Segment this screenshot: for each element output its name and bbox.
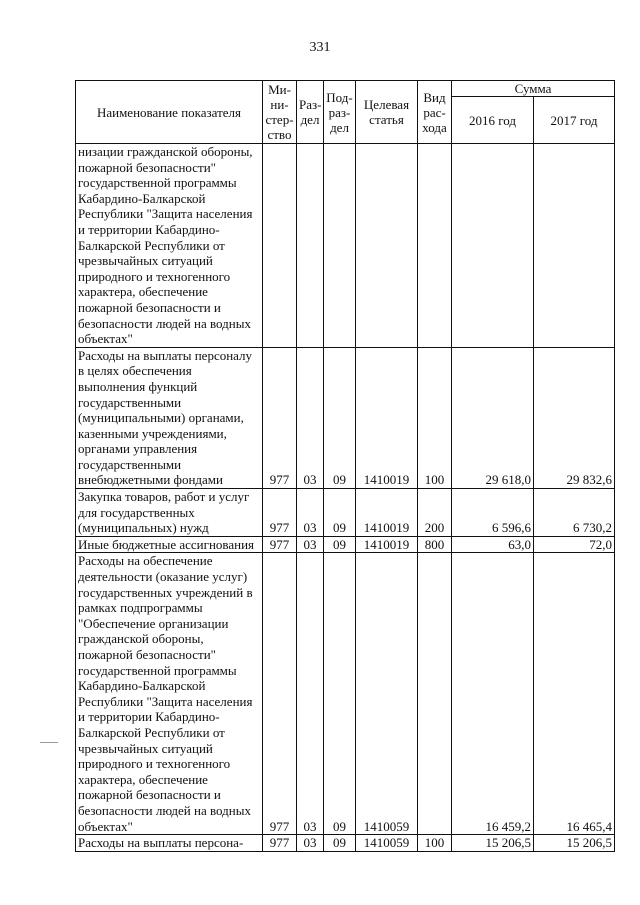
- cell-2017: 29 832,6: [534, 347, 615, 488]
- cell-2016: 16 459,2: [452, 553, 534, 835]
- cell-2017: 16 465,4: [534, 553, 615, 835]
- cell-2016: 63,0: [452, 536, 534, 553]
- cell-ministry: 977: [263, 553, 297, 835]
- budget-table: [75, 80, 615, 852]
- cell-expense-type: 800: [418, 536, 452, 553]
- cell-2017: 15 206,5: [534, 835, 615, 852]
- table-row: [76, 835, 615, 852]
- header-2016: 2016 год: [452, 97, 534, 144]
- header-name: Наименование показателя: [76, 81, 263, 144]
- cell-ministry: 977: [263, 835, 297, 852]
- cell-subsection: 09: [324, 347, 356, 488]
- header-expense-type: Вид рас-хода: [418, 81, 452, 144]
- cell-name: Закупка товаров, работ и услуг для государственных (муниципальных) нужд: [76, 489, 263, 537]
- cell-name: низации гражданской обороны, пожарной безопасности" государственной программы Кабардино-Балкарской Республики "Защита населения и территории Кабардино-Балкарской Республики от чрезвычайных ситуаций природного и техногенного характера, обеспечение пожарной безопасности и безопасности людей на водных объектах": [76, 144, 263, 348]
- header-subsection: Под-раз-дел: [324, 81, 356, 144]
- cell-2016: [452, 144, 534, 348]
- table-body: [76, 144, 615, 852]
- cell-section: [297, 144, 324, 348]
- table-row: [76, 489, 615, 537]
- table-row: [76, 144, 615, 348]
- cell-section: 03: [297, 835, 324, 852]
- cell-2016: 29 618,0: [452, 347, 534, 488]
- header-target: Целевая статья: [356, 81, 418, 144]
- cell-2017: 6 730,2: [534, 489, 615, 537]
- cell-ministry: 977: [263, 347, 297, 488]
- cell-2017: 72,0: [534, 536, 615, 553]
- page-number: 331: [309, 40, 331, 55]
- cell-target: 1410059: [356, 835, 418, 852]
- cell-2016: 15 206,5: [452, 835, 534, 852]
- cell-section: 03: [297, 489, 324, 537]
- table-row: [76, 536, 615, 553]
- cell-name: Расходы на обеспечение деятельности (оказание услуг) государственных учреждений в рамках подпрограммы "Обеспечение организации гражданской обороны, пожарной безопасности" государственной программы Кабардино-Балкарской Республики "Защита населения и территории Кабардино-Балкарской Республики от чрезвычайных ситуаций природного и техногенного характера, обеспечение пожарной безопасности и безопасности людей на водных объектах": [76, 553, 263, 835]
- cell-expense-type: [418, 144, 452, 348]
- header-ministry: Ми-ни-стер-ство: [263, 81, 297, 144]
- cell-target: 1410019: [356, 347, 418, 488]
- cell-subsection: [324, 144, 356, 348]
- margin-tick: [40, 742, 58, 743]
- cell-2016: 6 596,6: [452, 489, 534, 537]
- header-2017: 2017 год: [534, 97, 615, 144]
- cell-section: 03: [297, 347, 324, 488]
- cell-section: 03: [297, 536, 324, 553]
- cell-subsection: 09: [324, 489, 356, 537]
- cell-name: Расходы на выплаты персона-: [76, 835, 263, 852]
- cell-2017: [534, 144, 615, 348]
- cell-ministry: [263, 144, 297, 348]
- cell-ministry: 977: [263, 536, 297, 553]
- cell-target: 1410019: [356, 489, 418, 537]
- header-sum: Сумма: [452, 81, 615, 97]
- cell-expense-type: [418, 553, 452, 835]
- cell-ministry: 977: [263, 489, 297, 537]
- cell-name: Иные бюджетные ассигнования: [76, 536, 263, 553]
- header-section: Раз-дел: [297, 81, 324, 144]
- cell-expense-type: 100: [418, 835, 452, 852]
- cell-name: Расходы на выплаты персоналу в целях обеспечения выполнения функций государственными (муниципальными) органами, казенными учреждениями, органами управления государственными внебюджетными фондами: [76, 347, 263, 488]
- cell-target: 1410059: [356, 553, 418, 835]
- table-row: [76, 347, 615, 488]
- cell-section: 03: [297, 553, 324, 835]
- cell-expense-type: 100: [418, 347, 452, 488]
- cell-expense-type: 200: [418, 489, 452, 537]
- cell-subsection: 09: [324, 553, 356, 835]
- header-row-top: [76, 81, 615, 97]
- cell-target: 1410019: [356, 536, 418, 553]
- cell-subsection: 09: [324, 536, 356, 553]
- table-row: [76, 553, 615, 835]
- cell-target: [356, 144, 418, 348]
- cell-subsection: 09: [324, 835, 356, 852]
